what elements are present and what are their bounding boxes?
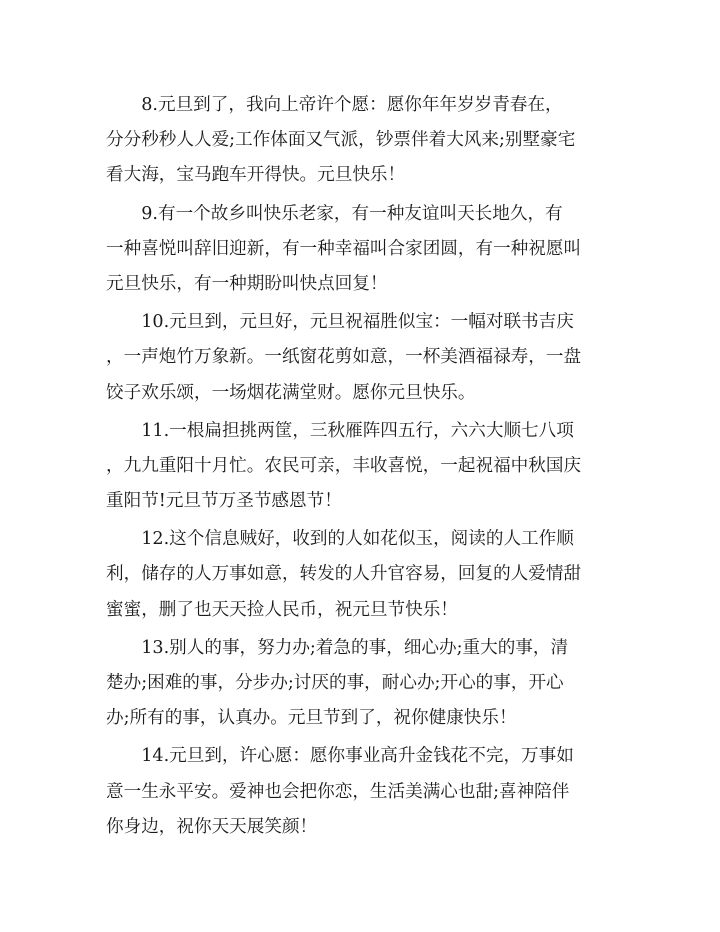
text-line: 12.这个信息贼好，收到的人如花似玉，阅读的人工作顺 (106, 529, 574, 550)
document-body (106, 88, 618, 848)
text-line: 重阳节!元旦节万圣节感恩节！ (106, 491, 342, 512)
paragraph-9 (106, 197, 618, 303)
text-line: 楚办;困难的事，分步办;讨厌的事，耐心办;开心的事，开心 (106, 673, 564, 693)
text-line: 8.元旦到了，我向上帝许个愿：愿你年年岁岁青春在， (106, 95, 563, 115)
text-line: 分分秒秒人人爱;工作体面又气派，钞票伴着大风来;别墅豪宅 (106, 130, 576, 151)
text-line: 你身边，祝你天天展笑颜！ (106, 816, 318, 837)
text-line: 看大海，宝马跑车开得快。元旦快乐！ (106, 165, 406, 186)
paragraph-13 (106, 631, 618, 737)
text-line: 10.元旦到，元旦好，元旦祝福胜似宝：一幅对联书吉庆 (106, 312, 574, 333)
paragraph-10 (106, 305, 618, 411)
text-line: ，一声炮竹万象新。一纸窗花剪如意，一杯美酒福禄寿，一盘 (106, 347, 582, 368)
text-line: 11.一根扁担挑两筐，三秋雁阵四五行，六六大顺七八项 (106, 420, 574, 441)
paragraph-14 (106, 739, 618, 845)
paragraph-8 (106, 88, 618, 194)
paragraph-11 (106, 414, 618, 520)
text-line: 元旦快乐，有一种期盼叫快点回复！ (106, 273, 388, 294)
text-line: 利，储存的人万事如意，转发的人升官容易，回复的人爱情甜 (106, 564, 582, 585)
text-line: 9.有一个故乡叫快乐老家，有一种友谊叫天长地久，有 (106, 203, 563, 224)
text-line: 一种喜悦叫辞旧迎新，有一种幸福叫合家团圆，有一种祝愿叫 (106, 238, 582, 259)
text-line: 蜜蜜，删了也天天捡人民币，祝元旦节快乐！ (106, 599, 458, 620)
text-line: 办;所有的事，认真办。元旦节到了，祝你健康快乐！ (106, 708, 517, 729)
text-line: 13.别人的事，努力办;着急的事，细心办;重大的事，清 (106, 637, 569, 658)
paragraph-12 (106, 522, 618, 628)
text-line: ，九九重阳十月忙。农民可亲，丰收喜悦，一起祝福中秋国庆 (106, 455, 582, 476)
text-line: 14.元旦到，许心愿：愿你事业高升金钱花不完，万事如 (106, 746, 574, 767)
text-line: 意一生永平安。爱神也会把你恋，生活美满心也甜;喜神陪伴 (106, 781, 570, 802)
text-line: 饺子欢乐颂，一场烟花满堂财。愿你元旦快乐。 (106, 382, 476, 403)
